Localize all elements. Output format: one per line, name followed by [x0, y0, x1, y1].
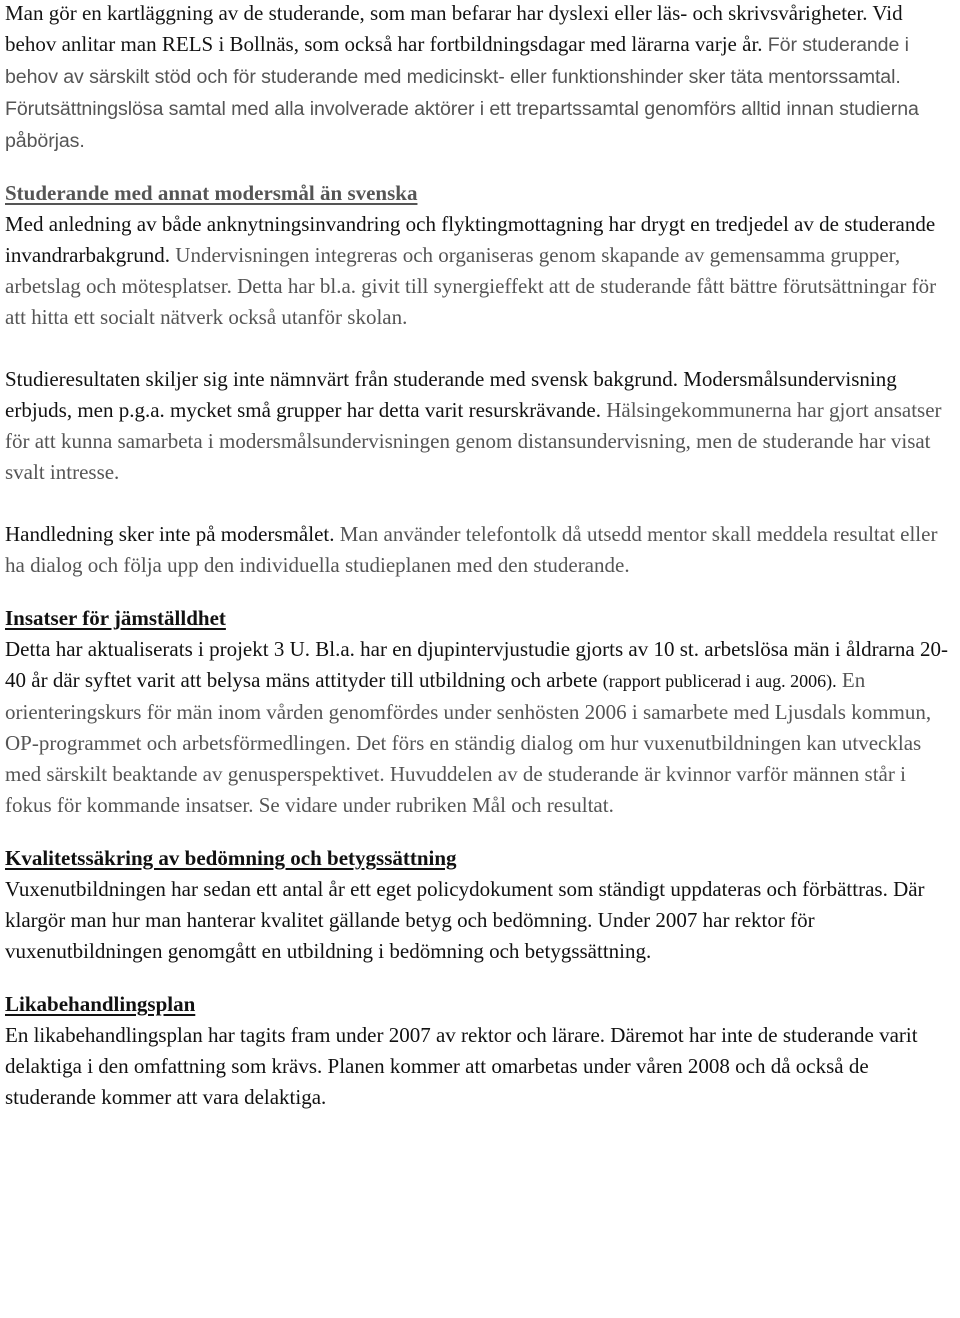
modersmal-text-1c: Detta har bl.a. givit till synergieffekt att de studerande fått bättre förutsättningar för att hitta ett socialt nätverk också utanför skolan.	[5, 274, 937, 329]
jamstalldhet-report-note: (rapport publicerad i aug. 2006).	[602, 671, 837, 691]
modersmal-text-1b: Undervisningen integreras och organiseras genom skapande av gemensamma grupper, arbetslag och mötesplatser.	[5, 243, 901, 298]
section-modersmal	[5, 178, 957, 581]
modersmal-text-3a: Handledning sker inte på modersmålet.	[5, 522, 340, 546]
section-jamstalldhet	[5, 603, 957, 821]
modersmal-paragraph-2	[5, 364, 957, 488]
section-kvalitet	[5, 843, 957, 967]
modersmal-text-2b: Hälsingekommunerna har gjort ansatser för att kunna samarbeta i modersmålsundervisningen genom distansundervisning, men de studerande har visat svalt intresse.	[5, 398, 942, 484]
heading-kvalitet: Kvalitetssäkring av bedömning och betygssättning	[5, 846, 457, 870]
likabehandling-paragraph: En likabehandlingsplan har tagits fram under 2007 av rektor och lärare. Däremot har inte de studerande varit delaktiga i den omfattning som krävs. Planen kommer att omarbetas under våren 2008 och då också de studerande kommer att vara delaktiga.	[5, 1023, 918, 1109]
jamstalldhet-text-b: En orienteringskurs för män inom vården genomfördes under senhösten 2006 i samarbete med Ljusdals kommun, OP-programmet och arbetsförmedlingen. Det förs en ständig dialog om hur vuxenutbildningen kan utvecklas med särskilt beaktande av genusperspektivet. Huvuddelen av de studerande är kvinnor varför männen står i fokus för kommande insatser. Se vidare under rubriken Mål och resultat.	[5, 668, 932, 817]
modersmal-paragraph-1	[5, 209, 957, 333]
heading-jamstalldhet: Insatser för jämställdhet	[5, 606, 226, 630]
jamstalldhet-paragraph	[5, 634, 957, 821]
intro-text-3: Förutsättningslösa samtal med alla involverade aktörer i ett trepartssamtal genomförs alltid innan studierna påbörjas.	[5, 98, 919, 152]
section-likabehandling	[5, 989, 957, 1113]
modersmal-paragraph-3	[5, 519, 957, 581]
intro-text-1: Man gör en kartläggning av de studerande, som man befarar har dyslexi eller läs- och skrivsvårigheter. Vid behov anlitar man RELS i Bollnäs, som också har fortbildningsdagar med lärarna varje år.	[5, 1, 903, 56]
intro-paragraph	[5, 0, 957, 157]
document-page	[5, 0, 957, 1113]
jamstalldhet-text-a: Detta har aktualiserats i projekt 3 U. Bl.a. har en djupintervjustudie gjorts av 10 st. arbetslösa män i åldrarna 20-40 år där syftet varit att belysa mäns attityder till utbildning och arbete	[5, 637, 948, 692]
modersmal-text-1a: Med anledning av både anknytningsinvandring och flyktingmottagning har drygt en tredjedel av de studerande invandrarbakgrund.	[5, 212, 936, 267]
heading-likabehandling: Likabehandlingsplan	[5, 992, 196, 1016]
modersmal-text-2a: Studieresultaten skiljer sig inte nämnvärt från studerande med svensk bakgrund. Modersmålsundervisning erbjuds, men p.g.a. mycket små grupper har detta varit resurskrävande.	[5, 367, 897, 422]
intro-text-2: För studerande i behov av särskilt stöd och för studerande med medicinskt- eller funktionshinder sker täta mentorssamtal.	[5, 34, 909, 88]
kvalitet-paragraph: Vuxenutbildningen har sedan ett antal år ett eget policydokument som ständigt uppdateras och förbättras. Där klargör man hur man hanterar kvalitet gällande betyg och bedömning. Under 2007 har rektor för vuxenutbildningen genomgått en utbildning i bedömning och betygssättning.	[5, 877, 925, 963]
modersmal-text-3b: Man använder telefontolk då utsedd mentor skall meddela resultat eller ha dialog och följa upp den individuella studieplanen med den studerande.	[5, 522, 938, 577]
heading-modersmal: Studerande med annat modersmål än svenska	[5, 181, 418, 205]
